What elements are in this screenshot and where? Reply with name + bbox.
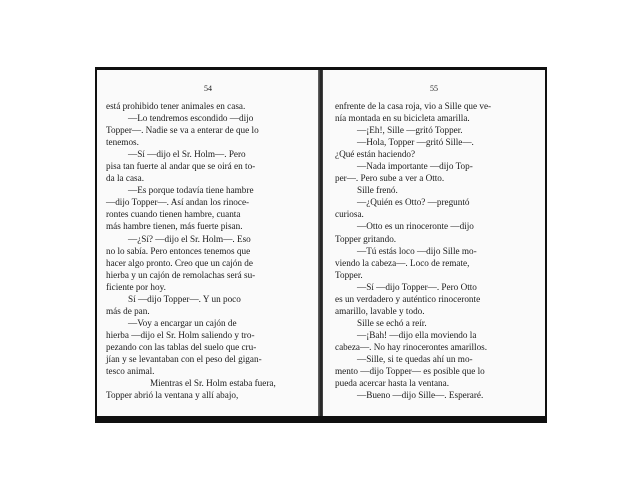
text-line: —Sí —dijo el Sr. Holm—. Pero — [128, 149, 246, 160]
text-line: hacer algo pronto. Creo que un cajón de — [106, 257, 253, 268]
text-line: Sille se echó a reír. — [357, 317, 427, 328]
text-line: —¡Bah! —dijo ella moviendo la — [357, 329, 477, 340]
text-line: Topper. — [335, 269, 363, 280]
text-line: —Sí —dijo Topper—. Pero Otto — [357, 281, 477, 292]
page-text — [335, 100, 491, 401]
left-page — [97, 70, 319, 416]
text-line: más hambre tienen, más fuerte pisan. — [106, 221, 243, 232]
text-line: pueda acercar hasta la ventana. — [335, 378, 450, 389]
text-line: —Tú estás loco —dijo Sille mo- — [357, 245, 477, 256]
text-line: no lo sabía. Pero entonces tenemos que — [106, 245, 251, 256]
text-line: amarillo, lavable y todo. — [335, 305, 425, 316]
text-line: nía montada en su bicicleta amarilla. — [335, 113, 470, 124]
text-line: hierba —dijo el Sr. Holm saliendo y tro- — [106, 329, 255, 340]
right-page — [323, 70, 545, 416]
text-line: —Otto es un rinoceronte —dijo — [357, 221, 474, 232]
text-line: cabeza—. No hay rinocerontes amarillos. — [335, 341, 488, 352]
text-line: pisa tan fuerte al andar que se oirá en to- — [106, 161, 256, 172]
text-line: —¡Eh!, Sille —gritó Topper. — [357, 125, 463, 136]
text-line: —Bueno —dijo Sille—. Esperaré. — [357, 390, 484, 401]
text-line: ficiente por hoy. — [106, 281, 166, 292]
text-line: pezando con las tablas del suelo que cru- — [106, 341, 257, 352]
text-line: tenemos. — [106, 137, 139, 148]
text-line: —¿Quién es Otto? —preguntó — [357, 197, 470, 208]
text-line: tesco animal. — [106, 366, 155, 377]
text-line: mento —dijo Topper— es posible que lo — [335, 366, 485, 377]
text-line: —Es porque todavía tiene hambre — [128, 185, 254, 196]
text-line: —Sille, si te quedas ahí un mo- — [357, 353, 473, 364]
page-number: 54 — [204, 84, 212, 93]
text-line: Sí —dijo Topper—. Y un poco — [128, 293, 241, 304]
text-line: —Voy a encargar un cajón de — [128, 317, 237, 328]
text-line: —dijo Topper—. Así andan los rinoce- — [106, 197, 250, 208]
text-line: más de pan. — [106, 305, 150, 316]
text-line: rontes cuando tienen hambre, cuanta — [106, 209, 241, 220]
text-line: per—. Pero sube a ver a Otto. — [335, 173, 445, 184]
text-line: Topper gritando. — [335, 233, 397, 244]
text-line: Topper abrió la ventana y allí abajo, — [106, 390, 239, 401]
text-line: está prohibido tener animales en casa. — [106, 101, 246, 111]
page-number: 55 — [430, 84, 438, 93]
text-line: Sille frenó. — [357, 185, 398, 196]
text-line: Topper—. Nadie se va a enterar de que lo — [106, 125, 259, 136]
text-line: da la casa. — [106, 173, 145, 184]
text-line: ¿Qué están haciendo? — [335, 149, 416, 160]
text-line: Mientras el Sr. Holm estaba fuera, — [150, 378, 276, 389]
text-line: —Hola, Topper —gritó Sille—. — [357, 137, 474, 148]
text-line: viendo la cabeza—. Loco de remate, — [335, 257, 470, 268]
page-text — [106, 100, 276, 401]
text-line: jían y se levantaban con el peso del gigan- — [106, 353, 262, 364]
text-line: enfrente de la casa roja, vio a Sille que ve- — [335, 101, 492, 111]
text-line: —Nada importante —dijo Top- — [357, 161, 473, 172]
text-line: es un verdadero y auténtico rinoceronte — [335, 293, 481, 304]
text-line: hierba y un cajón de remolachas será su- — [106, 269, 256, 280]
text-line: —¿Sí? —dijo el Sr. Holm—. Eso — [128, 233, 251, 244]
text-line: —Lo tendremos escondido —dijo — [128, 113, 254, 124]
text-line: curiosa. — [335, 209, 364, 220]
